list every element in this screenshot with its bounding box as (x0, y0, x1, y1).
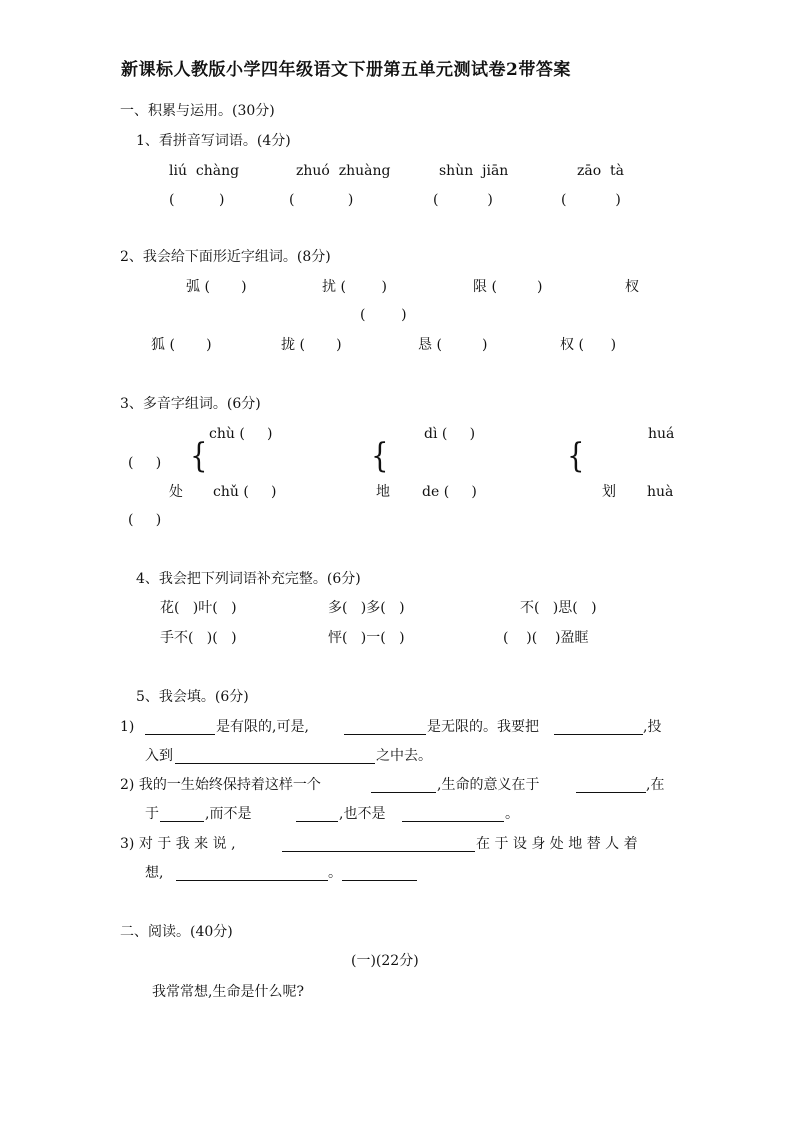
fill-blank[interactable] (296, 821, 338, 822)
q5-line1-text1: 是有限的,可是, (216, 719, 309, 735)
q2-item-3: 限 ( ) (473, 279, 543, 295)
q5-line2b-text4: 。 (505, 806, 519, 822)
q5-line3b-text2: 。 (328, 865, 342, 881)
q2-item-1: 弧 ( ) (186, 279, 247, 295)
fill-blank[interactable] (371, 792, 436, 793)
fill-blank[interactable] (576, 792, 646, 793)
q5-line1b-text2: 之中去。 (376, 748, 432, 764)
q2-item-8: 权 ( ) (560, 337, 617, 353)
q5-line3b-text1: 想, (145, 865, 164, 881)
q5-line1-text2: 是无限的。我要把 (427, 719, 539, 735)
q3-chu4: chù ( ) (209, 426, 273, 442)
q3-chu3: chǔ ( ) (213, 484, 277, 500)
pinyin-2: zhuó zhuàng (296, 163, 391, 179)
q5-heading: 5、我会填。(6分) (136, 689, 249, 705)
q5-line2-text1: 2) 我的一生始终保持着这样一个 (120, 777, 321, 793)
brace-icon: { (190, 436, 208, 476)
q2-item-4: 杈 (625, 279, 639, 295)
pinyin-3: shùn jiān (439, 163, 509, 179)
q5-line3-text2: 在 于 设 身 处 地 替 人 着 (476, 836, 638, 852)
q2-item-7: 恳 ( ) (418, 337, 488, 353)
fill-blank[interactable] (282, 851, 475, 852)
section-heading-1: 一、积累与运用。(30分) (120, 103, 275, 119)
fill-blank[interactable] (554, 734, 643, 735)
q4-item-4: 手不( )( ) (160, 630, 237, 646)
q5-line3-text1: 3) 对 于 我 来 说 , (120, 836, 236, 852)
q5-line2-text3: ,在 (646, 777, 665, 793)
q4-item-3: 不( )思( ) (520, 600, 597, 616)
brace-icon: { (567, 436, 585, 476)
fill-blank[interactable] (160, 821, 204, 822)
fill-blank[interactable] (176, 880, 328, 881)
q3-hua4: huà (647, 484, 674, 500)
q2-item-2: 扰 ( ) (322, 279, 387, 295)
answer-paren-1[interactable]: ( ) (169, 192, 225, 208)
q3-de: de ( ) (422, 484, 477, 500)
q3-char-chu: 处 (169, 484, 183, 500)
q5-line1-num: 1) (120, 719, 135, 735)
q5-line2b-text1: 于 (145, 806, 159, 822)
answer-paren-2[interactable]: ( ) (289, 192, 354, 208)
fill-blank[interactable] (342, 880, 417, 881)
fill-blank[interactable] (402, 821, 504, 822)
q3-char-di: 地 (376, 484, 390, 500)
q3-heading: 3、多音字组词。(6分) (120, 396, 261, 412)
q3-char-hua: 划 (602, 484, 616, 500)
q4-item-1: 花( )叶( ) (160, 600, 237, 616)
q3-paren-left[interactable]: ( ) (128, 455, 162, 471)
q4-item-6: ( )( )盈眶 (503, 630, 589, 646)
answer-paren-3[interactable]: ( ) (433, 192, 493, 208)
section-heading-2: 二、阅读。(40分) (120, 924, 233, 940)
q3-hua2: huá (648, 426, 675, 442)
fill-blank[interactable] (175, 763, 375, 764)
q2-heading: 2、我会给下面形近字组词。(8分) (120, 249, 331, 265)
reading-paragraph-1: 我常常想,生命是什么呢? (152, 984, 304, 1000)
q3-di4: dì ( ) (424, 426, 476, 442)
q4-heading: 4、我会把下列词语补充完整。(6分) (136, 571, 361, 587)
pinyin-1: liú chàng (169, 163, 240, 179)
q5-line2-text2: ,生命的意义在于 (437, 777, 540, 793)
fill-blank[interactable] (145, 734, 215, 735)
q5-line1b-text1: 入到 (145, 748, 173, 764)
q5-line2b-text2: ,而不是 (205, 806, 252, 822)
reading-subheading: (一)(22分) (351, 953, 419, 969)
fill-blank[interactable] (344, 734, 426, 735)
q2-item-5: 狐 ( ) (151, 337, 212, 353)
page-title: 新课标人教版小学四年级语文下册第五单元测试卷2带答案 (121, 60, 571, 80)
q1-heading: 1、看拼音写词语。(4分) (136, 133, 291, 149)
q2-item-6: 拢 ( ) (281, 337, 342, 353)
q5-line2b-text3: ,也不是 (339, 806, 386, 822)
brace-icon: { (371, 436, 389, 476)
pinyin-4: zāo tà (577, 163, 625, 179)
q4-item-5: 怦( )一( ) (328, 630, 405, 646)
q3-paren-last[interactable]: ( ) (128, 512, 162, 528)
answer-paren-4[interactable]: ( ) (561, 192, 621, 208)
q2-item-4-paren[interactable]: ( ) (360, 307, 407, 323)
q5-line1-text3: ,投 (643, 719, 662, 735)
q4-item-2: 多( )多( ) (328, 600, 405, 616)
